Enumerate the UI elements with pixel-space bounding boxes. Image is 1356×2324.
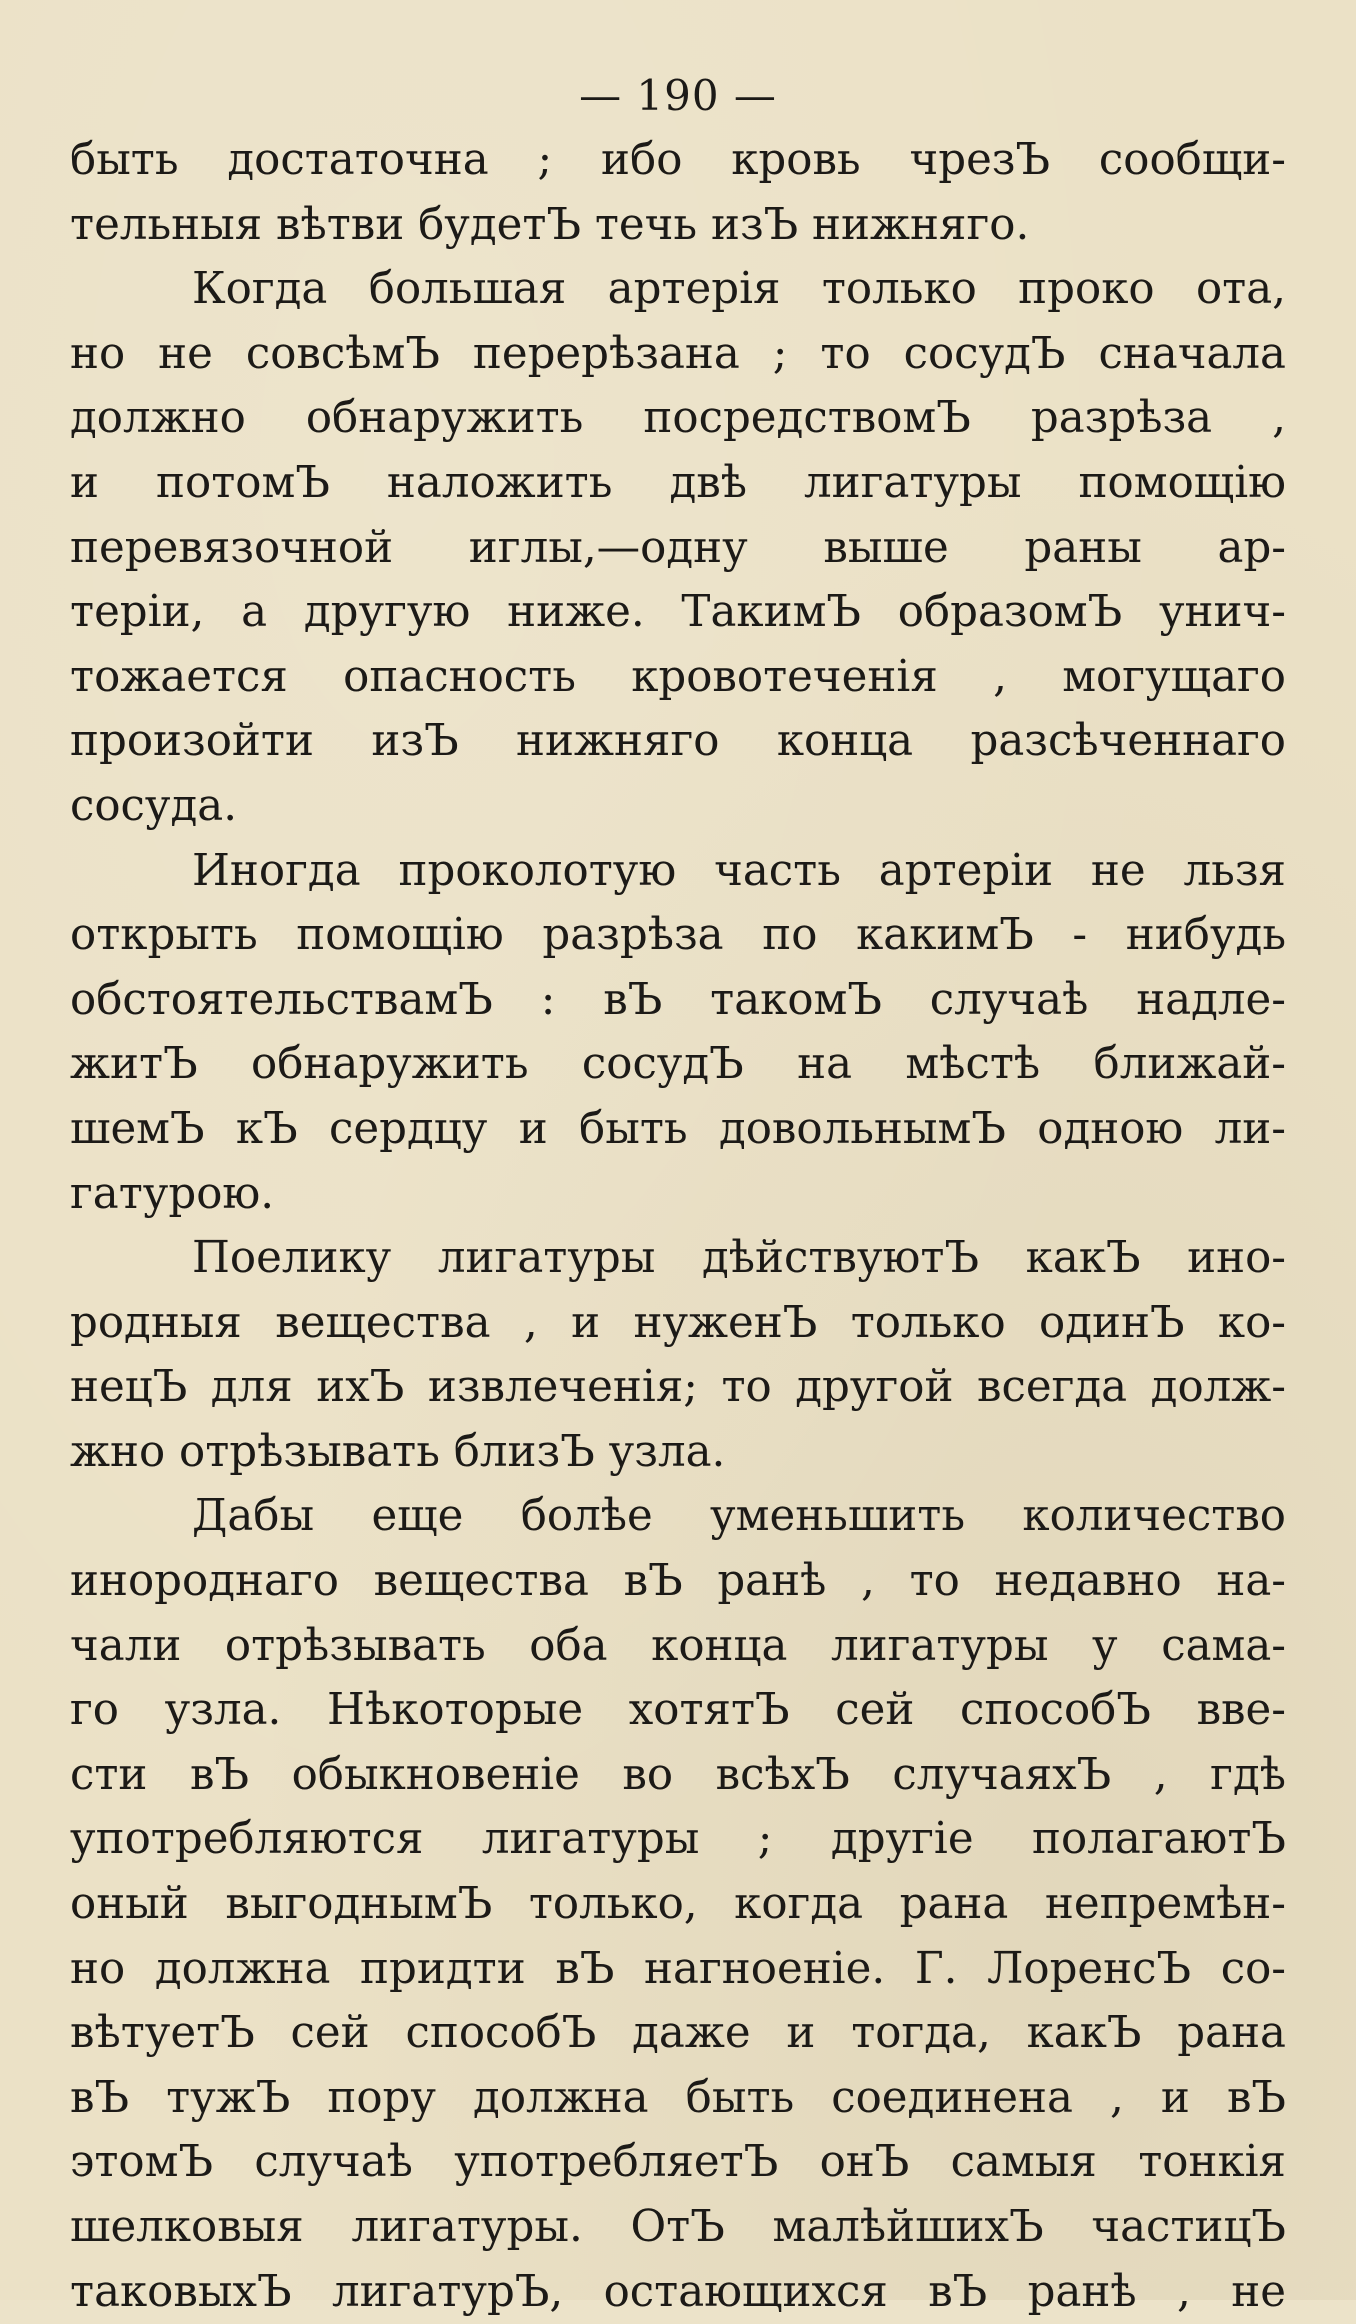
text-line: и потомЪ наложить двѣ лигатуры помощію [70, 457, 1286, 508]
text-line: сти вЪ обыкновеніе во всѣхЪ случаяхЪ , гдѣ [70, 1749, 1286, 1800]
text-line: обстоятельствамЪ : вЪ такомЪ случаѣ надле- [70, 974, 1286, 1025]
text-line: гатурою. [70, 1168, 275, 1219]
text-line: перевязочной иглы,—одну выше раны ар- [70, 522, 1286, 573]
text-line: таковыхЪ лигатурЪ, остающихся вЪ ранѣ , не [70, 2266, 1286, 2317]
text-line: теріи, а другую ниже. ТакимЪ образомЪ унич- [70, 587, 1286, 638]
text-line: должно обнаружить посредствомЪ разрѣза , [70, 393, 1286, 444]
text-line: вЪ тужЪ пору должна быть соединена , и вЪ [70, 2072, 1286, 2123]
paragraph-first-line: Когда большая артерія только проко ота, [192, 264, 1286, 315]
text-line: произойти изЪ нижняго конца разсѣченнаго [70, 716, 1286, 767]
text-line: открыть помощію разрѣза по какимЪ - нибудь [70, 910, 1286, 961]
text-line: тожается опасность кровотеченія , могущаго [70, 651, 1286, 702]
text-line: вѣтуетЪ сей способЪ даже и тогда, какЪ рана [70, 2008, 1286, 2059]
text-line: но должна придти вЪ нагноеніе. Г. ЛоренсЪ со- [70, 1943, 1286, 1994]
text-line: сосуда. [70, 780, 238, 831]
page-number: — 190 — [579, 71, 777, 120]
text-line: быть достаточна ; ибо кровь чрезЪ сообщи- [70, 135, 1286, 185]
body-text [70, 128, 1286, 2324]
paragraph-first-line: Поелику лигатуры дѣйствуютЪ какЪ ино- [192, 1233, 1286, 1284]
text-line: употребляются лигатуры ; другіе полагаютЪ [70, 1814, 1286, 1865]
paragraph-first-line: Дабы еще болѣе уменьшить количество [192, 1491, 1286, 1542]
text-line: родныя вещества , и нуженЪ только одинЪ ко- [70, 1297, 1286, 1348]
text-line: тельныя вѣтви будетЪ течь изЪ нижняго. [70, 199, 1030, 250]
text-line: шелковыя лигатуры. ОтЪ малѣйшихЪ частицЪ [70, 2202, 1286, 2252]
text-line: нецЪ для ихЪ извлеченія; то другой всегда долж- [70, 1362, 1286, 1413]
text-line: чали отрѣзывать оба конца лигатуры у сама- [70, 1620, 1286, 1671]
text-line: житЪ обнаружить сосудЪ на мѣстѣ ближай- [70, 1039, 1286, 1090]
text-line: го узла. Нѣкоторые хотятЪ сей способЪ вве- [70, 1685, 1286, 1736]
text-line: этомЪ случаѣ употребляетЪ онЪ самыя тонкія [70, 2137, 1286, 2188]
text-line: жно отрѣзывать близЪ узла. [70, 1426, 726, 1477]
paragraph-first-line: Иногда проколотую часть артеріи не льзя [192, 845, 1286, 896]
text-line: инороднаго вещества вЪ ранѣ , то недавно на- [70, 1556, 1286, 1607]
text-line: но не совсѣмЪ перерѣзана ; то сосудЪ сначала [70, 328, 1286, 379]
text-line: шемЪ кЪ сердцу и быть довольнымЪ одною ли- [70, 1103, 1286, 1154]
text-line: оный выгоднымЪ только, когда рана непремѣн- [70, 1879, 1286, 1930]
